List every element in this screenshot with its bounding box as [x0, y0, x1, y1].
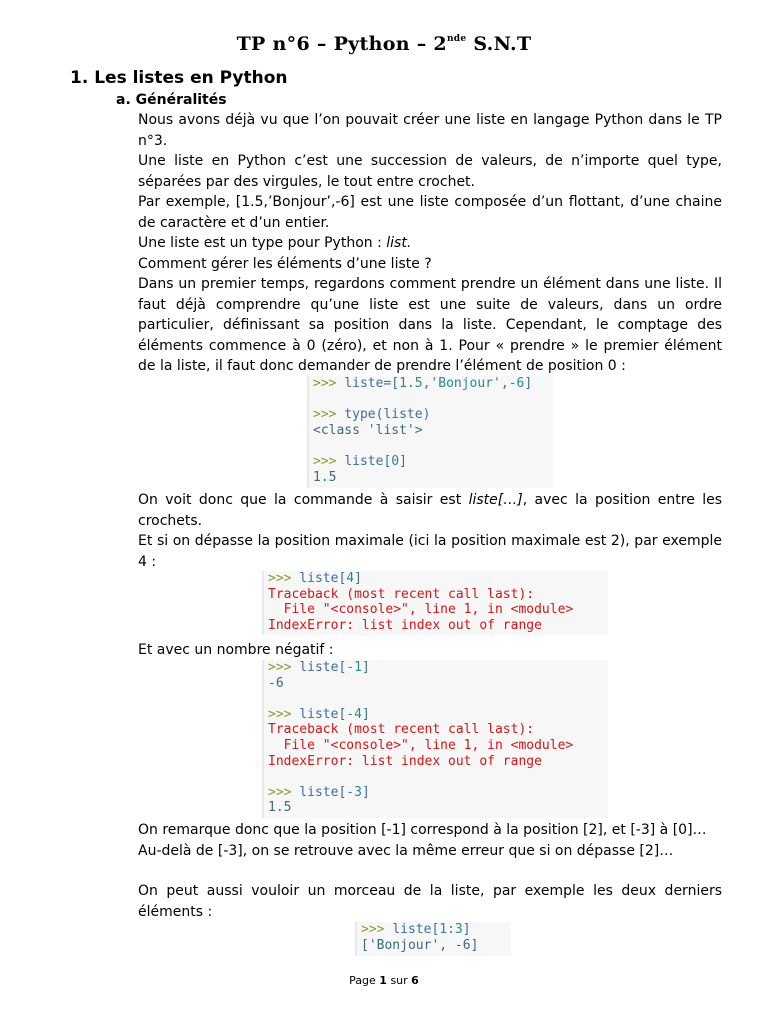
- paragraph-remark: On remarque donc que la position [-1] correspond à la position [2], et [-3] à [0]…: [138, 822, 707, 838]
- code-line: >>> liste[-4]: [268, 706, 370, 722]
- paragraph-overflow: Et si on dépasse la position maximale (ici la position maximale est 2), par exemple 4 :: [138, 533, 722, 570]
- code-output: 1.5: [313, 469, 337, 485]
- paragraph-remark-2: Au-delà de [-3], on se retrouve avec la même erreur que si on dépasse [2]…: [138, 843, 674, 859]
- code-line: >>> liste=[1.5,'Bonjour',-6]: [313, 376, 533, 391]
- paragraph-slice: On peut aussi vouloir un morceau de la liste, par exemple les deux derniers éléments :: [138, 883, 722, 920]
- error-line: IndexError: list index out of range: [268, 753, 542, 769]
- code-output: <class 'list'>: [313, 422, 423, 438]
- page-title: TP n°6 – Python – 2nde S.N.T: [236, 33, 532, 55]
- code-line: >>> liste[-1]: [268, 660, 370, 675]
- error-line: Traceback (most recent call last):: [268, 722, 535, 738]
- error-line: Traceback (most recent call last):: [268, 586, 535, 602]
- subsection-heading: a. Généralités: [116, 92, 227, 108]
- code-output: ['Bonjour', -6]: [361, 937, 479, 953]
- code-block-error: [262, 571, 608, 635]
- page-footer: Page 1 sur 6: [349, 974, 419, 987]
- paragraph-example: Par exemple, [1.5,’Bonjour’,-6] est une liste composée d’un flottant, d’une chaine de caractère et d’un entier.: [138, 194, 722, 231]
- code-line: >>> liste[1:3]: [361, 922, 471, 937]
- code-line: >>> liste[4]: [268, 571, 362, 586]
- code-block-index: [307, 376, 553, 488]
- code-block-slice: [355, 922, 511, 956]
- paragraph-negative: Et avec un nombre négatif :: [138, 642, 334, 658]
- code-line: >>> type(liste): [313, 407, 431, 423]
- paragraph-intro: Nous avons déjà vu que l’on pouvait créer une liste en langage Python dans le TP n°3.: [138, 112, 722, 149]
- section-heading: 1. Les listes en Python: [70, 68, 288, 88]
- paragraph-type: Une liste est un type pour Python : list.: [138, 235, 412, 251]
- code-line: >>> liste[-3]: [268, 784, 370, 800]
- code-output: -6: [268, 675, 284, 691]
- paragraph-definition: Une liste en Python c’est une succession de valeurs, de n’importe quel type, séparées par des virgules, le tout entre crochet.: [138, 153, 722, 190]
- error-line: File "<console>", line 1, in <module>: [268, 737, 574, 753]
- code-line: >>> liste[0]: [313, 453, 407, 469]
- code-output: 1.5: [268, 800, 292, 816]
- paragraph-command: On voit donc que la commande à saisir est liste[…], avec la position entre les crochets.: [138, 492, 722, 529]
- code-block-negative: [262, 660, 608, 818]
- error-line: IndexError: list index out of range: [268, 617, 542, 633]
- error-line: File "<console>", line 1, in <module>: [268, 602, 574, 618]
- paragraph-index-explanation: Dans un premier temps, regardons comment prendre un élément dans une liste. Il faut déjà comprendre qu’une liste est une suite de valeurs, dans un ordre particulier, définissant sa position dans la liste. Cependant, le comptage des éléments commence à 0 (zéro), et non à 1. Pour « prendre » le premier élément de la liste, il faut donc demander de prendre l’élément de position 0 :: [138, 276, 722, 375]
- paragraph-question: Comment gérer les éléments d’une liste ?: [138, 256, 432, 272]
